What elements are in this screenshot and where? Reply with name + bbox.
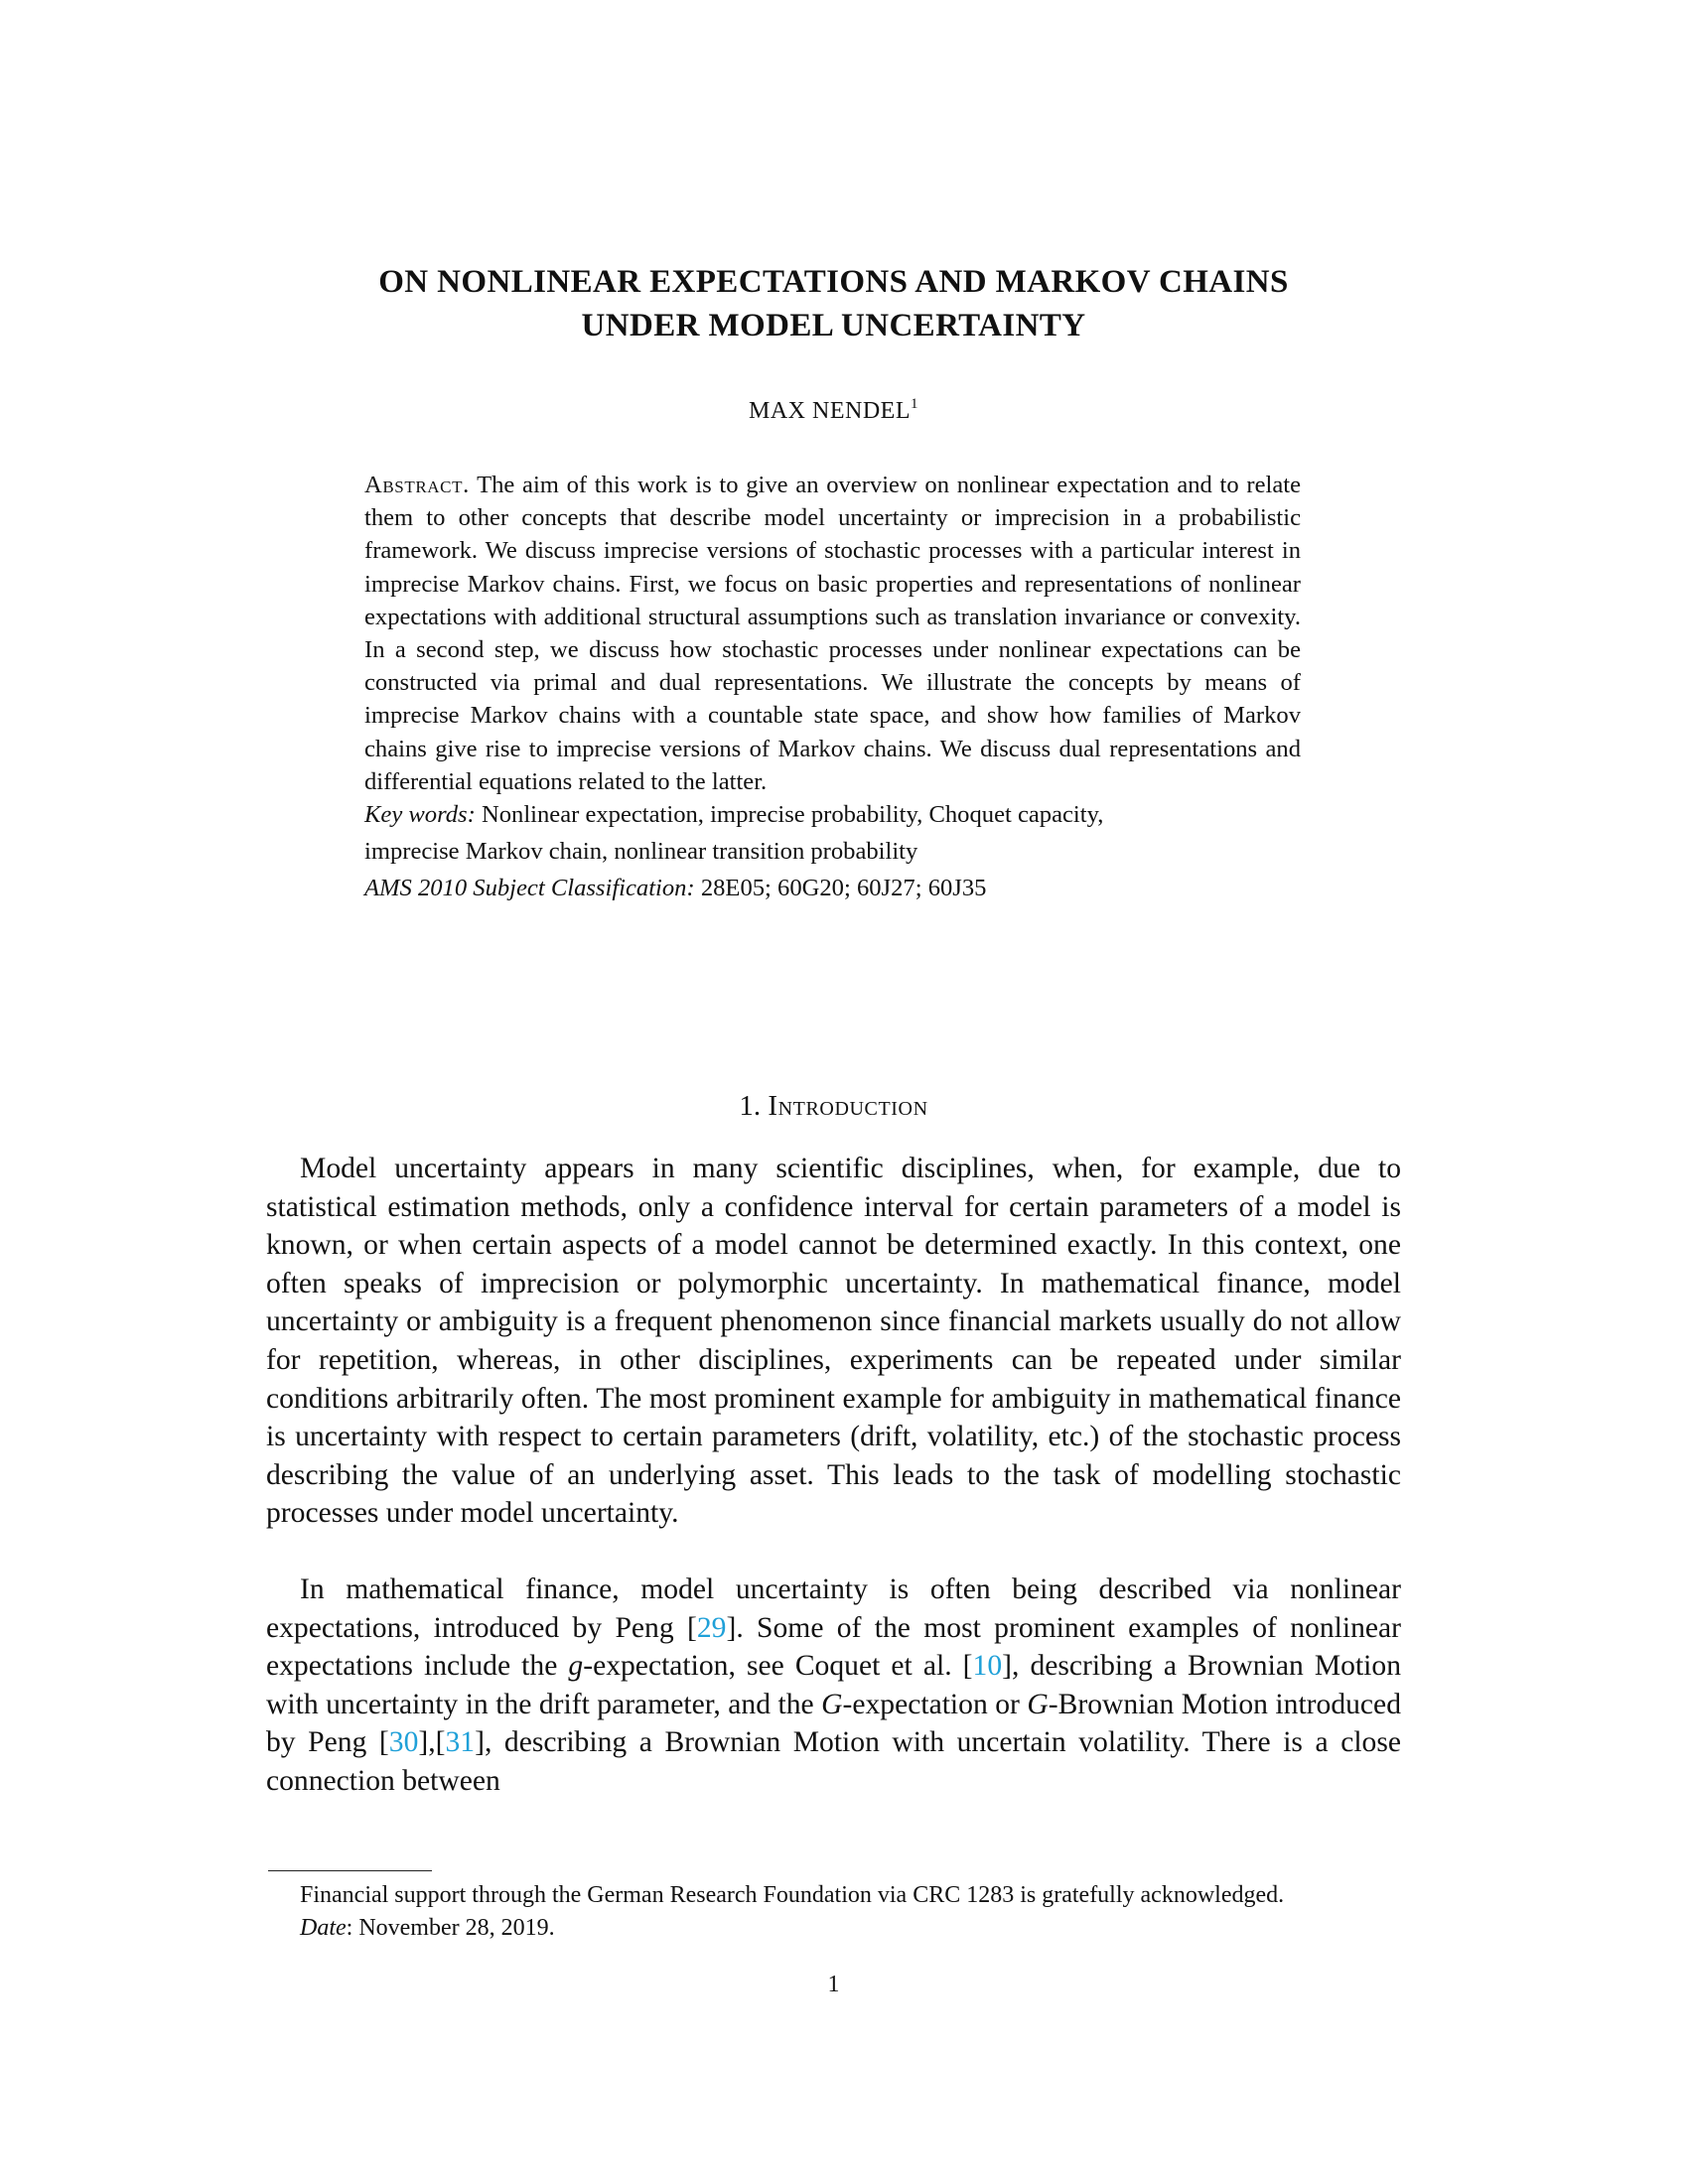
paragraph-2-text: -expectation or <box>842 1688 1028 1720</box>
paragraph-1: Model uncertainty appears in many scientific disciplines, when, for example, due to statistical estimation methods, only a confidence interval for certain parameters of a model is known, or when certain aspects of a model cannot be determined exactly. In this context, one often speaks of imprecision or polymorphic uncertainty. In mathematical finance, model uncertainty or ambiguity is a frequent phenomenon since financial markets usually do not allow for repetition, whereas, in other disciplines, experiments can be repeated under similar conditions arbitrarily often. The most prominent example for ambiguity in mathematical finance is uncertainty with respect to certain parameters (drift, volatility, etc.) of the stochastic process describing the value of an underlying asset. This leads to the task of modelling stochastic processes under model uncertainty. <box>266 1153 1401 1530</box>
section-number: 1. <box>739 1090 762 1122</box>
math-g: g <box>568 1650 584 1683</box>
section-title: Introduction <box>768 1090 928 1122</box>
keywords-text-2: imprecise Markov chain, nonlinear transition probability <box>364 838 918 866</box>
title-line-1: ON NONLINEAR EXPECTATIONS AND MARKOV CHAINS <box>378 264 1289 300</box>
math-G: G <box>1027 1688 1049 1720</box>
paragraph-2-text: -Brownian Motion introduced by Peng <box>266 1688 1401 1759</box>
footnote-funding: Financial support through the German Research Foundation via CRC 1283 is gratefully acknowledged. <box>300 1882 1285 1908</box>
section-heading-introduction <box>266 1089 1401 1123</box>
author-footnote-mark: 1 <box>910 396 918 412</box>
abstract-label: Abstract. <box>364 472 470 498</box>
paragraph-2: In mathematical finance, model uncertainty is often being described via nonlinear expectations, introduced by Peng [29]. Some of the most prominent examples of nonlinear expectations include the g-expectation, see Coquet et al. [10], describing a Brownian Motion with uncertainty in the drift parameter, and the G-expectation or G-Brownian Motion introduced by Peng [30],[31], describing a Brownian Motion with uncertain volatility. There is a close connection between <box>266 1572 1402 1797</box>
footnote-date <box>266 1912 1401 1945</box>
paragraph-2-text: , describing a Brownian Motion with uncertainty in the drift parameter, and the <box>266 1650 1401 1720</box>
ams-label: AMS 2010 Subject Classification: <box>364 875 695 902</box>
date-value: : November 28, 2019. <box>346 1915 555 1941</box>
keywords-line-1 <box>364 798 1301 831</box>
citation-10-link[interactable]: 10 <box>972 1650 1003 1683</box>
author-line <box>266 389 1401 426</box>
keywords-text-1: Nonlinear expectation, imprecise probability, Choquet capacity, <box>481 801 1104 829</box>
keywords-line-2 <box>364 835 1301 868</box>
page-number: 1 <box>827 1972 840 1997</box>
citation-30-link[interactable]: 30 <box>388 1726 419 1759</box>
math-G: G <box>821 1688 843 1720</box>
author-name: MAX NENDEL <box>749 398 911 424</box>
ams-codes: 28E05; 60G20; 60J27; 60J35 <box>700 875 987 902</box>
paragraph-2-text: . Some of the most prominent examples of nonlinear expectations include the <box>266 1611 1401 1683</box>
ams-classification <box>364 872 1301 904</box>
abstract-text: The aim of this work is to give an overview on nonlinear expectation and to relate them to other concepts that describe model uncertainty or imprecision in a probabilistic framework. We discuss imprecise versions of stochastic processes with a particular interest in imprecise Markov chains. First, we focus on basic properties and representations of nonlinear expectations with additional structural assumptions such as translation invariance or convexity. In a second step, we discuss how stochastic processes under nonlinear expectations can be constructed via primal and dual representations. We illustrate the concepts by means of imprecise Markov chains with a countable state space, and show how families of Markov chains give rise to imprecise versions of Markov chains. We discuss dual representations and differential equations related to the latter. <box>364 472 1301 795</box>
abstract-body <box>364 469 1301 798</box>
date-label: Date <box>300 1915 347 1941</box>
paragraph-2-text: , describing a Brownian Motion with uncertain volatility. There is a close connection between <box>266 1726 1402 1797</box>
title-line-2: UNDER MODEL UNCERTAINTY <box>581 308 1086 343</box>
paragraph-2-text: -expectation, see Coquet et al. <box>583 1650 963 1683</box>
footnote-divider <box>268 1870 432 1871</box>
keywords-label: Key words: <box>364 801 476 829</box>
citation-29-link[interactable]: 29 <box>696 1611 727 1644</box>
paper-title <box>266 260 1401 347</box>
citation-31-link[interactable]: 31 <box>445 1726 476 1759</box>
body-text <box>266 1150 1401 1801</box>
footnotes <box>266 1879 1401 1945</box>
paragraph-2-text: In mathematical finance, model uncertainty is often being described via nonlinear expectations, introduced by Peng <box>266 1572 1401 1644</box>
abstract <box>364 469 1301 905</box>
